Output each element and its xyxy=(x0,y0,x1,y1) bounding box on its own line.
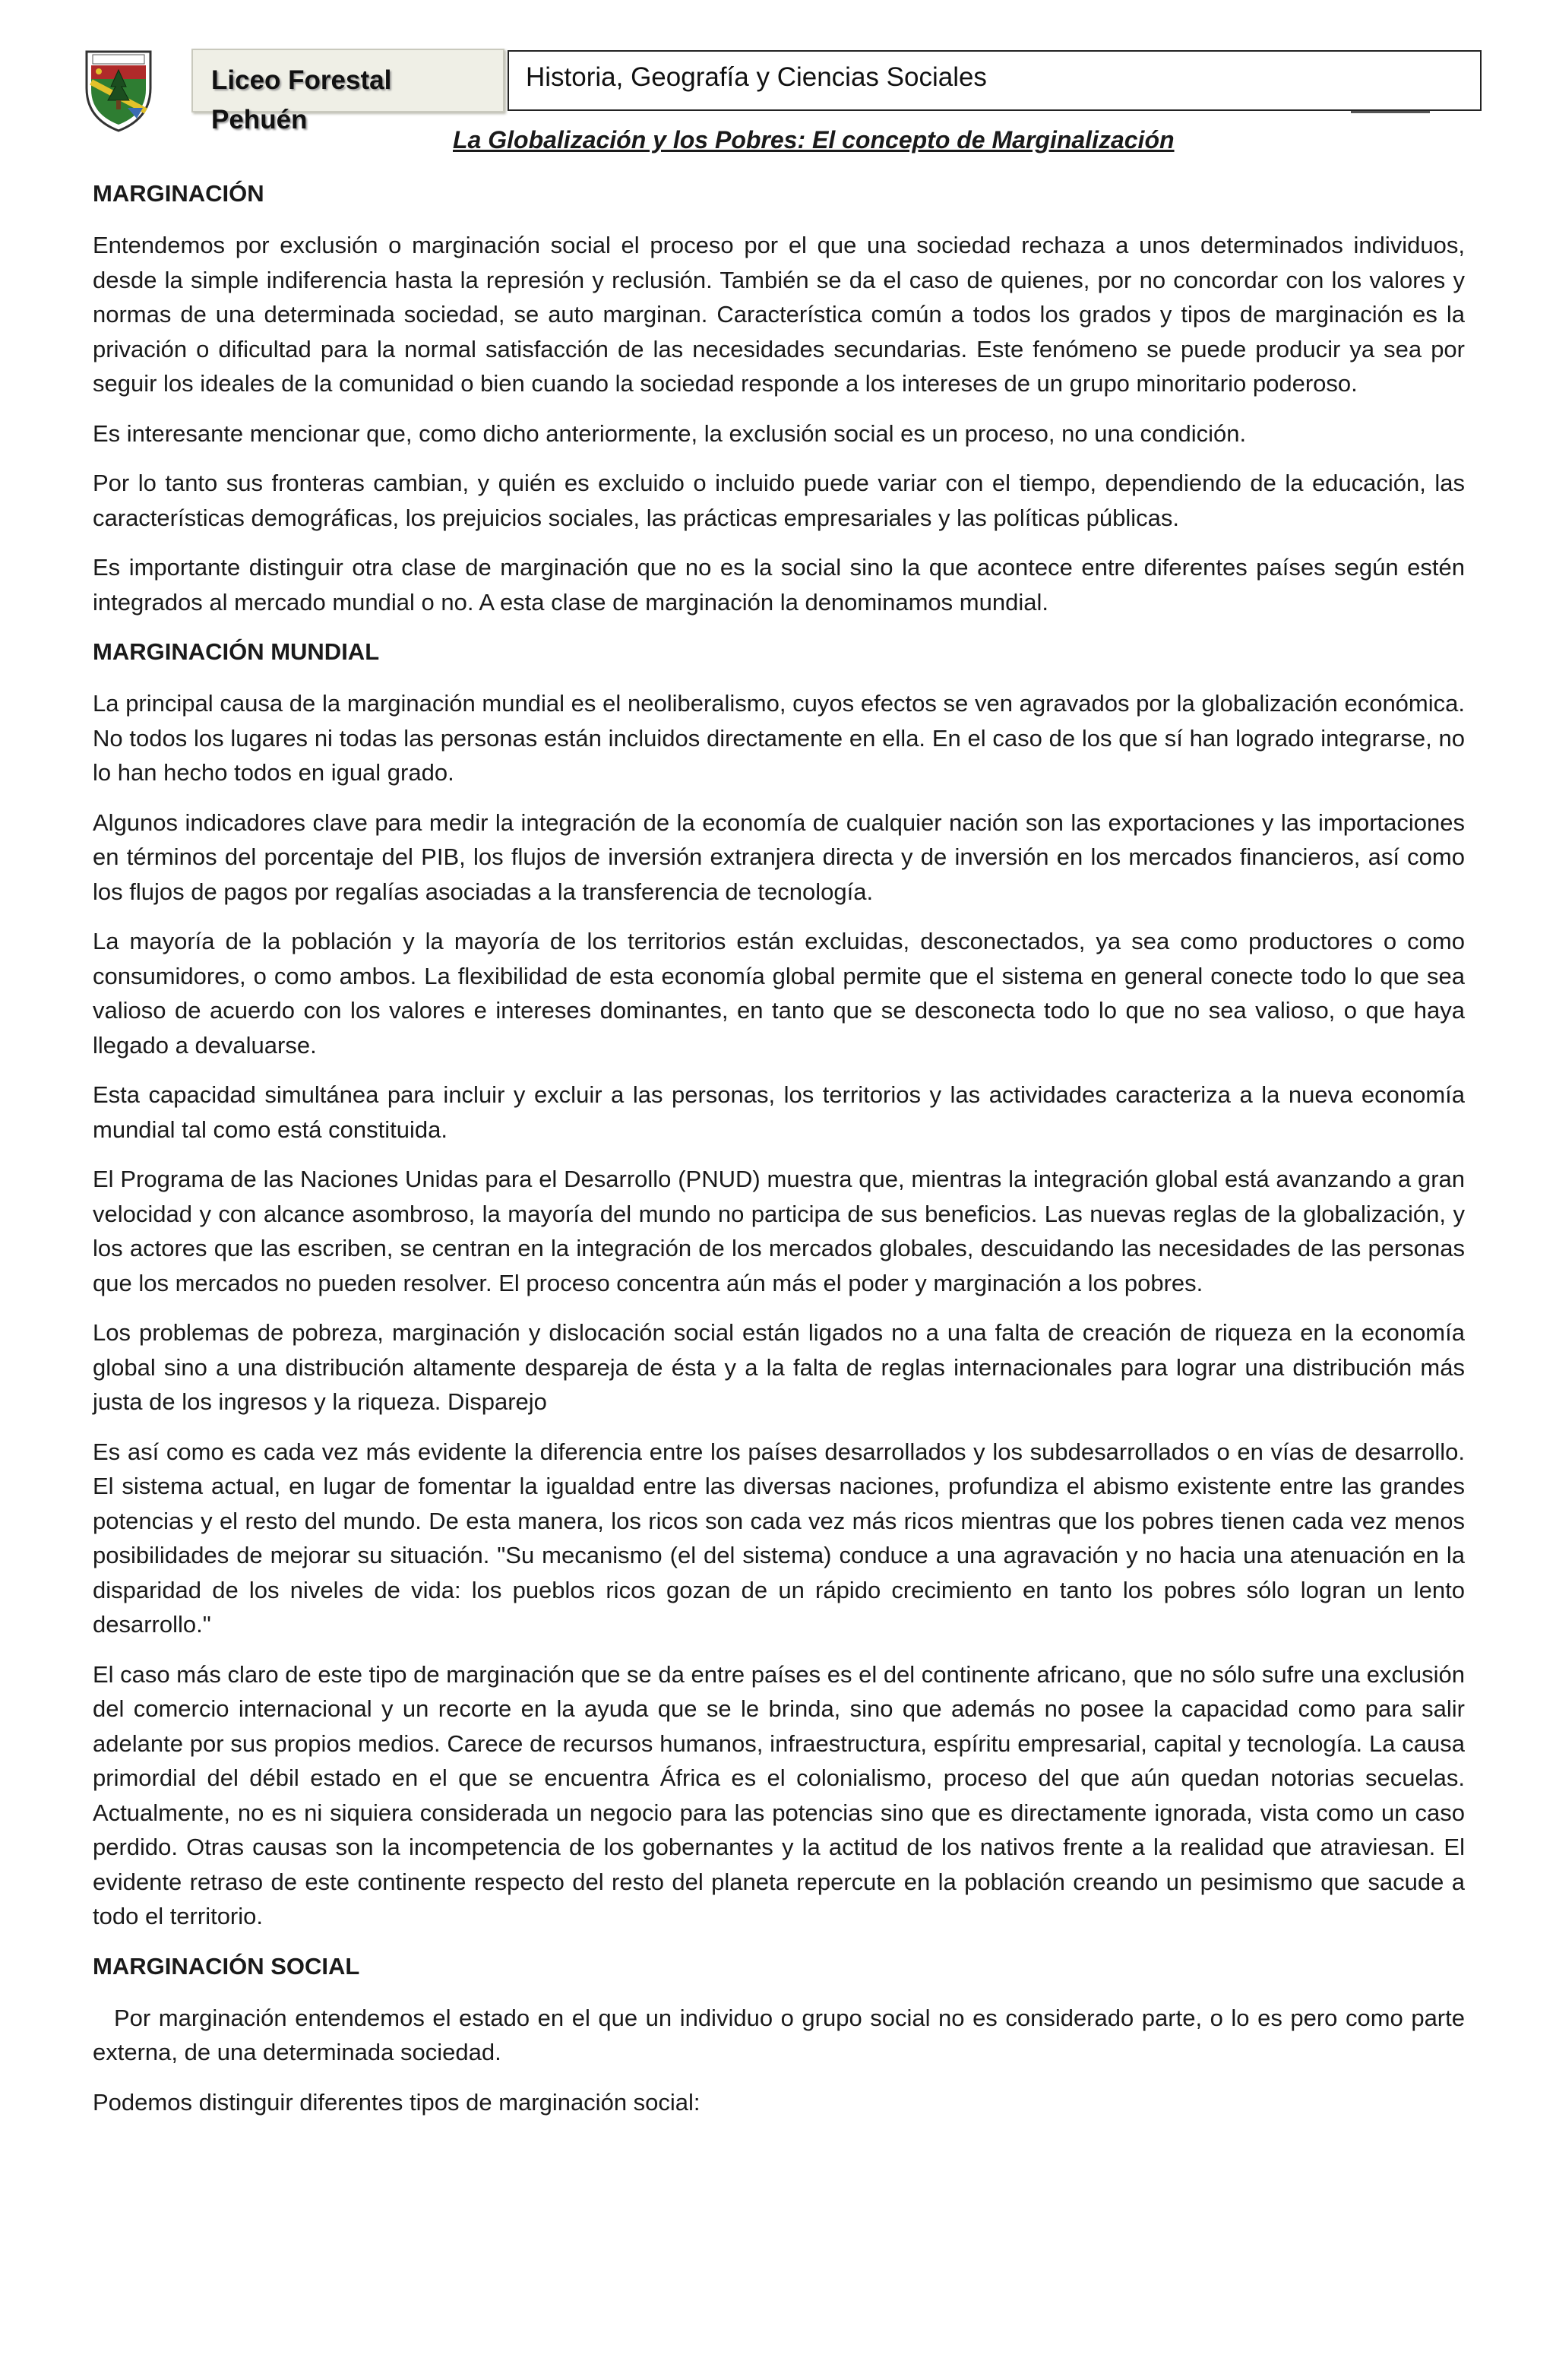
paragraph: Los problemas de pobreza, marginación y dislocación social están ligados no a una falta de creación de riqueza en la economía global sino a una distribución altamente despareja de ésta y a la falta de reglas internacionales para lograr una distribución más justa de los ingresos y la riqueza. Disparejo xyxy=(93,1319,1465,1415)
paragraph: Podemos distinguir diferentes tipos de marginación social: xyxy=(93,2088,701,2116)
paragraph: La principal causa de la marginación mundial es el neoliberalismo, cuyos efectos se ven agravados por la globalización económica. No todos los lugares ni todas las personas están incluidos directamente en ella. En el caso de los que sí han logrado integrarse, no lo han hecho todos en igual grado. xyxy=(93,690,1465,786)
paragraph: Por lo tanto sus fronteras cambian, y quién es excluido o incluido puede variar con el tiempo, dependiendo de la educación, las características demográficas, los prejuicios sociales, las prácticas empresariales y las políticas públicas. xyxy=(93,470,1465,531)
section-heading-marginacion-mundial: MARGINACIÓN MUNDIAL xyxy=(93,638,380,665)
school-crest-logo xyxy=(82,44,155,134)
paragraph: Algunos indicadores clave para medir la integración de la economía de cualquier nación son las exportaciones y las importaciones en términos del porcentaje del PIB, los flujos de inversión extranjera directa y de inversión en los mercados financieros, así como los flujos de pagos por regalías asociadas a la transferencia de tecnología. xyxy=(93,809,1465,905)
paragraph: Es importante distinguir otra clase de marginación que no es la social sino la que acontece entre diferentes países según estén integrados al mercado mundial o no. A esta clase de marginación la denominamos mundial. xyxy=(93,554,1465,616)
paragraph: Es interesante mencionar que, como dicho anteriormente, la exclusión social es un proceso, no una condición. xyxy=(93,419,1247,447)
document-body xyxy=(93,176,1465,2135)
subject-box xyxy=(508,50,1482,111)
subject-box-underline xyxy=(1351,111,1430,113)
subject-title: Historia, Geografía y Ciencias Sociales xyxy=(526,62,987,92)
paragraph: El caso más claro de este tipo de marginación que se da entre países es el del continente africano, que no sólo sufre una exclusión del comercio internacional y un recorte en la ayuda que se le brinda, sino que además no posee la capacidad como para salir adelante por sus propios medios. Carece de recursos humanos, infraestructura, espíritu empresarial, capital y tecnología. La causa primordial del débil estado en el que se encuentra África es el colonialismo, proceso del que aún quedan notorias secuelas. Actualmente, no es ni siquiera considerada un negocio para las potencias sino que es directamente ignorada, vista como un caso perdido. Otras causas son la incompetencia de los gobernantes y la actitud de los nativos frente a la realidad que atraviesan. El evidente retraso de este continente respecto del resto del planeta repercute en la población creando un pesimismo que sacude a todo el territorio. xyxy=(93,1660,1465,1929)
paragraph: El Programa de las Naciones Unidas para el Desarrollo (PNUD) muestra que, mientras la integración global está avanzando a gran velocidad y con alcance asombroso, la mayoría del mundo no participa de sus beneficios. Las nuevas reglas de la globalización, y los actores que las escriben, se centran en la integración de los mercados globales, descuidando las necesidades de las personas que los mercados no pueden resolver. El proceso concentra aún más el poder y marginación a los pobres. xyxy=(93,1166,1465,1296)
section-heading-marginacion-social: MARGINACIÓN SOCIAL xyxy=(93,1952,360,1980)
school-name: Liceo Forestal Pehuén xyxy=(211,65,392,135)
paragraph: La mayoría de la población y la mayoría de los territorios están excluidas, desconectados, ya sea como productores o como consumidores, o como ambos. La flexibilidad de esta economía global permite que el sistema en general conecte todo lo que sea valioso de acuerdo con los valores e intereses dominantes, en tanto que se desconecta todo lo que no sea valioso, o que haya llegado a devaluarse. xyxy=(93,928,1465,1059)
paragraph: Por marginación entendemos el estado en el que un individuo o grupo social no es considerado parte, o lo es pero como parte externa, de una determinada sociedad. xyxy=(93,2004,1465,2065)
section-heading-marginacion: MARGINACIÓN xyxy=(93,180,264,207)
paragraph: Esta capacidad simultánea para incluir y excluir a las personas, los territorios y las actividades caracteriza a la nueva economía mundial tal como está constituida. xyxy=(93,1081,1465,1143)
document-title: La Globalización y los Pobres: El concepto de Marginalización xyxy=(453,126,1175,153)
paragraph: Es así como es cada vez más evidente la diferencia entre los países desarrollados y los subdesarrollados o en vías de desarrollo. El sistema actual, en lugar de fomentar la igualdad entre las diversas naciones, profundiza el abismo existente entre las grandes potencias y el resto del mundo. De esta manera, los ricos son cada vez más ricos mientras que los pobres tienen cada vez menos posibilidades de mejorar su situación. "Su mecanismo (el del sistema) conduce a una agravación y no hacia una atenuación en la disparidad de los niveles de vida: los pueblos ricos gozan de un rápido crecimiento en tanto los pobres sólo logran un lento desarrollo." xyxy=(93,1438,1465,1638)
paragraph: Entendemos por exclusión o marginación social el proceso por el que una sociedad rechaza a unos determinados individuos, desde la simple indiferencia hasta la represión y reclusión. También se da el caso de quienes, por no concordar con los valores y normas de una determinada sociedad, se auto marginan. Característica común a todos los grados y tipos de marginación es la privación o dificultad para la normal satisfacción de las necesidades secundarias. Este fenómeno se puede producir ya sea por seguir los ideales de la comunidad o bien cuando la sociedad responde a los intereses de un grupo minoritario poderoso. xyxy=(93,232,1465,397)
